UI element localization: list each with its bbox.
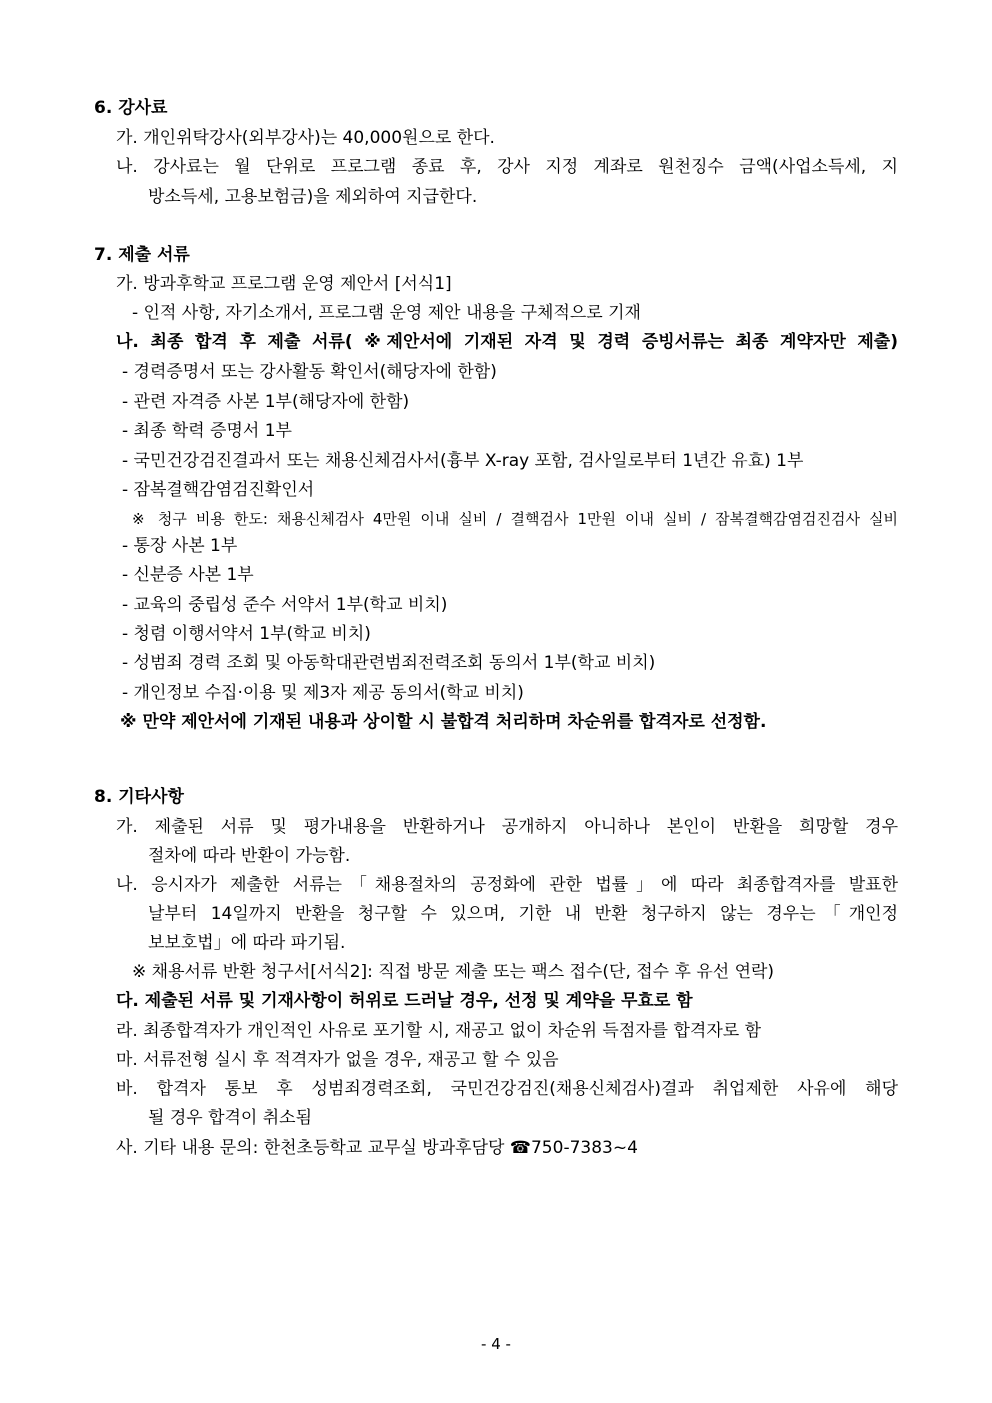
document-list-item: - 교육의 중립성 준수 서약서 1부(학교 비치) — [122, 595, 448, 615]
document-list-item: - 최종 학력 증명서 1부 — [122, 421, 292, 441]
section-6-item-b-line1: 나. 강사료는 월 단위로 프로그램 종료 후, 강사 지정 계좌로 원천징수 금액(사업소득세, 지 — [116, 157, 898, 177]
document-list-item: - 경력증명서 또는 강사활동 확인서(해당자에 한함) — [122, 362, 497, 382]
return-request-note: ※ 채용서류 반환 청구서[서식2]: 직접 방문 제출 또는 팩스 접수(단, 접수 후 유선 연락) — [132, 962, 775, 982]
section-7-item-a: 가. 방과후학교 프로그램 운영 제안서 [서식1] — [116, 274, 452, 294]
document-list-item: - 개인정보 수집·이용 및 제3자 제공 동의서(학교 비치) — [122, 683, 524, 703]
cost-limit-note: ※ 청구 비용 한도: 채용신체검사 4만원 이내 실비 / 결핵검사 1만원 이내 실비 / 잠복결핵감염검진검사 실비 — [132, 510, 898, 528]
document-list-item: - 성범죄 경력 조회 및 아동학대관련범죄전력조회 동의서 1부(학교 비치) — [122, 653, 656, 673]
section-8-item-f-line1: 바. 합격자 통보 후 성범죄경력조회, 국민건강검진(채용신체검사)결과 취업제한 사유에 해당 — [116, 1079, 898, 1099]
section-8-item-f-line2: 될 경우 합격이 취소됨 — [148, 1108, 313, 1128]
document-list-item: - 신분증 사본 1부 — [122, 565, 254, 585]
section-8-heading: 8. 기타사항 — [94, 787, 184, 807]
page-number: - 4 - — [481, 1335, 511, 1353]
section-8-item-a-line1: 가. 제출된 서류 및 평가내용을 반환하거나 공개하지 아니하나 본인이 반환을 희망할 경우 — [116, 817, 898, 837]
section-6-item-b-line2: 방소득세, 고용보험금)을 제외하여 지급한다. — [148, 187, 478, 207]
section-6-item-a: 가. 개인위탁강사(외부강사)는 40,000원으로 한다. — [116, 128, 495, 148]
document-list-item: - 청렴 이행서약서 1부(학교 비치) — [122, 624, 371, 644]
section-8-item-b-line1: 나. 응시자가 제출한 서류는「채용절차의 공정화에 관한 법률」에 따라 최종합격자를 발표한 — [116, 875, 898, 895]
section-8-item-e: 마. 서류전형 실시 후 적격자가 없을 경우, 재공고 할 수 있음 — [116, 1050, 559, 1070]
document-list-item: - 통장 사본 1부 — [122, 536, 238, 556]
section-8-item-b-line3: 보보호법」에 따라 파기됨. — [148, 933, 346, 953]
document-list-item: - 국민건강검진결과서 또는 채용신체검사서(흉부 X-ray 포함, 검사일로부터 1년간 유효) 1부 — [122, 451, 804, 471]
section-7-item-b: 나. 최종 합격 후 제출 서류( ※제안서에 기재된 자격 및 경력 증빙서류는 최종 계약자만 제출) — [116, 332, 898, 352]
document-list-item: - 관련 자격증 사본 1부(해당자에 한함) — [122, 392, 410, 412]
document-list-item: - 잠복결핵감염검진확인서 — [122, 480, 315, 500]
section-8-item-a-line2: 절차에 따라 반환이 가능함. — [148, 846, 351, 866]
section-7-item-a-detail: - 인적 사항, 자기소개서, 프로그램 운영 제안 내용을 구체적으로 기재 — [132, 303, 641, 323]
disqualification-warning: ※ 만약 제안서에 기재된 내용과 상이할 시 불합격 처리하며 차순위를 합격자로 선정함. — [120, 712, 767, 732]
section-8-item-d: 라. 최종합격자가 개인적인 사유로 포기할 시, 재공고 없이 차순위 득점자를 합격자로 함 — [116, 1021, 762, 1041]
section-8-item-b-line2: 날부터 14일까지 반환을 청구할 수 있으며, 기한 내 반환 청구하지 않는 경우는「개인정 — [148, 904, 898, 924]
section-8-item-c: 다. 제출된 서류 및 기재사항이 허위로 드러날 경우, 선정 및 계약을 무효로 함 — [116, 991, 693, 1011]
section-8-item-g-contact: 사. 기타 내용 문의: 한천초등학교 교무실 방과후담당 ☎750-7383~4 — [116, 1138, 638, 1158]
section-6-heading: 6. 강사료 — [94, 98, 168, 118]
section-7-heading: 7. 제출 서류 — [94, 245, 190, 265]
